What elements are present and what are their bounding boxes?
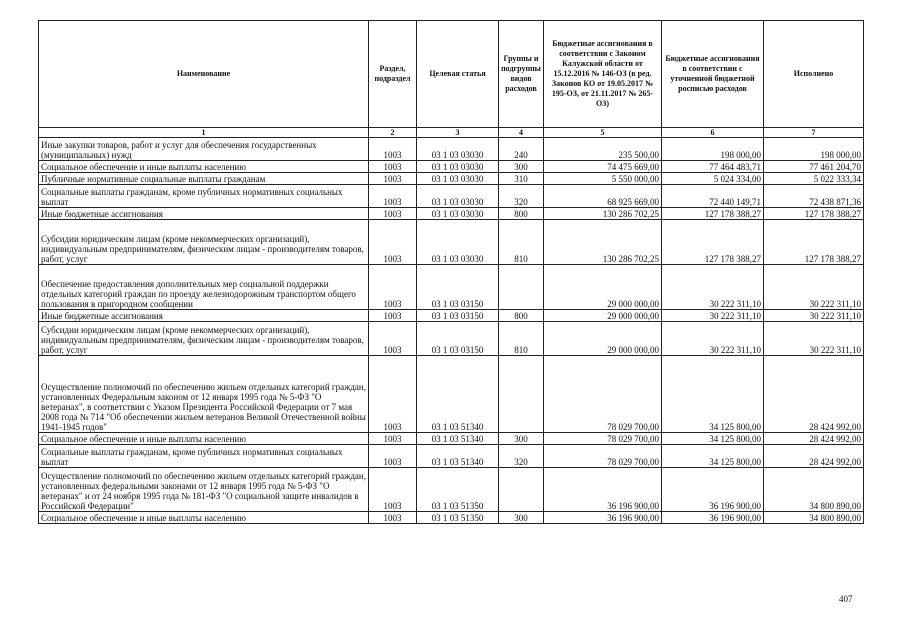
cell-name: Социальное обеспечение и иные выплаты населению <box>39 433 369 445</box>
cell-refined: 72 440 149,71 <box>662 185 764 208</box>
table-row <box>39 173 864 185</box>
table-row <box>39 445 864 468</box>
column-number: 5 <box>544 128 662 138</box>
cell-refined: 34 125 800,00 <box>662 433 764 445</box>
cell-target: 03 1 03 03030 <box>417 220 499 265</box>
cell-refined: 5 024 334,00 <box>662 173 764 185</box>
header-target: Целевая статья <box>417 21 499 128</box>
cell-target: 03 1 03 03030 <box>417 138 499 161</box>
cell-target: 03 1 03 03150 <box>417 322 499 356</box>
budget-table <box>38 20 864 524</box>
cell-name: Осуществление полномочий по обеспечению жильем отдельных категорий граждан, установленных федеральными законами от 12 января 1995 года № 5-ФЗ "О ветеранах" и от 24 ноября 1995 года № 181-ФЗ "О социальной защите инвалидов в Российской Федерации" <box>39 468 369 512</box>
cell-executed: 30 222 311,10 <box>764 322 864 356</box>
cell-refined: 34 125 800,00 <box>662 356 764 433</box>
column-number: 6 <box>662 128 764 138</box>
cell-executed: 34 800 890,00 <box>764 512 864 524</box>
cell-name: Субсидии юридическим лицам (кроме некоммерческих организаций), индивидуальным предпринимателям, физическим лицам - производителям товаров, работ, услуг <box>39 220 369 265</box>
table-row <box>39 433 864 445</box>
cell-name: Публичные нормативные социальные выплаты гражданам <box>39 173 369 185</box>
cell-section: 1003 <box>369 220 417 265</box>
cell-refined: 127 178 388,27 <box>662 220 764 265</box>
table-row <box>39 512 864 524</box>
cell-refined: 77 464 483,71 <box>662 161 764 173</box>
cell-budget: 78 029 700,00 <box>544 356 662 433</box>
cell-name: Социальное обеспечение и иные выплаты населению <box>39 161 369 173</box>
cell-budget: 29 000 000,00 <box>544 265 662 310</box>
cell-target: 03 1 03 51340 <box>417 356 499 433</box>
cell-group: 810 <box>499 220 544 265</box>
cell-target: 03 1 03 51340 <box>417 445 499 468</box>
cell-section: 1003 <box>369 138 417 161</box>
cell-executed: 127 178 388,27 <box>764 208 864 220</box>
cell-group: 310 <box>499 173 544 185</box>
cell-budget: 29 000 000,00 <box>544 322 662 356</box>
cell-budget: 74 475 669,00 <box>544 161 662 173</box>
cell-target: 03 1 03 51350 <box>417 468 499 512</box>
cell-group: 300 <box>499 433 544 445</box>
column-number: 3 <box>417 128 499 138</box>
column-number: 4 <box>499 128 544 138</box>
cell-executed: 28 424 992,00 <box>764 356 864 433</box>
cell-executed: 127 178 388,27 <box>764 220 864 265</box>
table-body <box>39 128 864 524</box>
cell-group <box>499 468 544 512</box>
cell-target: 03 1 03 03150 <box>417 310 499 322</box>
cell-target: 03 1 03 03030 <box>417 173 499 185</box>
header-executed: Исполнено <box>764 21 864 128</box>
cell-budget: 29 000 000,00 <box>544 310 662 322</box>
column-number: 7 <box>764 128 864 138</box>
cell-executed: 30 222 311,10 <box>764 310 864 322</box>
table-row <box>39 356 864 433</box>
cell-budget: 68 925 669,00 <box>544 185 662 208</box>
table-row <box>39 185 864 208</box>
cell-target: 03 1 03 03150 <box>417 265 499 310</box>
cell-target: 03 1 03 03030 <box>417 185 499 208</box>
column-number: 1 <box>39 128 369 138</box>
cell-refined: 198 000,00 <box>662 138 764 161</box>
cell-executed: 72 438 871,36 <box>764 185 864 208</box>
cell-budget: 78 029 700,00 <box>544 433 662 445</box>
cell-executed: 5 022 333,34 <box>764 173 864 185</box>
cell-refined: 30 222 311,10 <box>662 310 764 322</box>
cell-section: 1003 <box>369 185 417 208</box>
cell-section: 1003 <box>369 512 417 524</box>
table-row <box>39 220 864 265</box>
header-group: Группы и подгруппы видов расходов <box>499 21 544 128</box>
cell-executed: 77 461 204,70 <box>764 161 864 173</box>
table-row <box>39 468 864 512</box>
header-section: Раздел, подраздел <box>369 21 417 128</box>
cell-section: 1003 <box>369 468 417 512</box>
cell-name: Осуществление полномочий по обеспечению жильем отдельных категорий граждан, установленных Федеральным законом от 12 января 1995 года № 5-ФЗ "О ветеранах", в соответствии с Указом Президента Российской Федерации от 7 мая 2008 года № 714 "Об обеспечении жильем ветеранов Великой Отечественной войны 1941-1945 годов" <box>39 356 369 433</box>
cell-name: Социальные выплаты гражданам, кроме публичных нормативных социальных выплат <box>39 445 369 468</box>
cell-target: 03 1 03 03030 <box>417 161 499 173</box>
cell-section: 1003 <box>369 445 417 468</box>
cell-budget: 5 550 000,00 <box>544 173 662 185</box>
table-header <box>39 21 864 128</box>
cell-section: 1003 <box>369 161 417 173</box>
cell-name: Социальное обеспечение и иные выплаты населению <box>39 512 369 524</box>
cell-group: 800 <box>499 208 544 220</box>
cell-budget: 36 196 900,00 <box>544 512 662 524</box>
header-name: Наименование <box>39 21 369 128</box>
cell-section: 1003 <box>369 310 417 322</box>
table-row <box>39 322 864 356</box>
table-row <box>39 208 864 220</box>
cell-group: 300 <box>499 161 544 173</box>
cell-group: 240 <box>499 138 544 161</box>
cell-budget: 235 500,00 <box>544 138 662 161</box>
table-row <box>39 138 864 161</box>
cell-name: Иные бюджетные ассигнования <box>39 208 369 220</box>
cell-section: 1003 <box>369 265 417 310</box>
cell-section: 1003 <box>369 433 417 445</box>
cell-refined: 34 125 800,00 <box>662 445 764 468</box>
cell-budget: 130 286 702,25 <box>544 220 662 265</box>
cell-name: Субсидии юридическим лицам (кроме некоммерческих организаций), индивидуальным предпринимателям, физическим лицам - производителям товаров, работ, услуг <box>39 322 369 356</box>
header-refined: Бюджетные ассигнования в соответствии с уточненной бюджетной росписью расходов <box>662 21 764 128</box>
cell-executed: 30 222 311,10 <box>764 265 864 310</box>
cell-group: 300 <box>499 512 544 524</box>
cell-section: 1003 <box>369 173 417 185</box>
cell-name: Социальные выплаты гражданам, кроме публичных нормативных социальных выплат <box>39 185 369 208</box>
cell-budget: 130 286 702,25 <box>544 208 662 220</box>
cell-executed: 198 000,00 <box>764 138 864 161</box>
cell-name: Иные бюджетные ассигнования <box>39 310 369 322</box>
cell-group <box>499 265 544 310</box>
cell-executed: 28 424 992,00 <box>764 433 864 445</box>
cell-section: 1003 <box>369 322 417 356</box>
cell-group: 320 <box>499 185 544 208</box>
column-number: 2 <box>369 128 417 138</box>
cell-target: 03 1 03 51350 <box>417 512 499 524</box>
cell-refined: 36 196 900,00 <box>662 512 764 524</box>
table-row <box>39 265 864 310</box>
column-number-row <box>39 128 864 138</box>
cell-section: 1003 <box>369 208 417 220</box>
cell-budget: 36 196 900,00 <box>544 468 662 512</box>
cell-group: 320 <box>499 445 544 468</box>
cell-budget: 78 029 700,00 <box>544 445 662 468</box>
cell-refined: 36 196 900,00 <box>662 468 764 512</box>
cell-refined: 30 222 311,10 <box>662 322 764 356</box>
cell-target: 03 1 03 03030 <box>417 208 499 220</box>
table-row <box>39 161 864 173</box>
cell-name: Иные закупки товаров, работ и услуг для обеспечения государственных (муниципальных) нужд <box>39 138 369 161</box>
table-row <box>39 310 864 322</box>
page-number: 407 <box>839 594 853 604</box>
cell-target: 03 1 03 51340 <box>417 433 499 445</box>
cell-refined: 30 222 311,10 <box>662 265 764 310</box>
cell-section: 1003 <box>369 356 417 433</box>
cell-group: 810 <box>499 322 544 356</box>
cell-refined: 127 178 388,27 <box>662 208 764 220</box>
cell-group: 800 <box>499 310 544 322</box>
cell-group <box>499 356 544 433</box>
cell-name: Обеспечение предоставления дополнительных мер социальной поддержки отдельных категорий граждан по проезду железнодорожным транспортом общего пользования в пригородном сообщении <box>39 265 369 310</box>
header-budget: Бюджетные ассигнования в соответствии с Законом Калужской области от 15.12.2016 № 146-ОЗ (в ред. Законов КО от 19.05.2017 № 195-ОЗ, от 21.11.2017 № 265-ОЗ) <box>544 21 662 128</box>
cell-executed: 34 800 890,00 <box>764 468 864 512</box>
cell-executed: 28 424 992,00 <box>764 445 864 468</box>
